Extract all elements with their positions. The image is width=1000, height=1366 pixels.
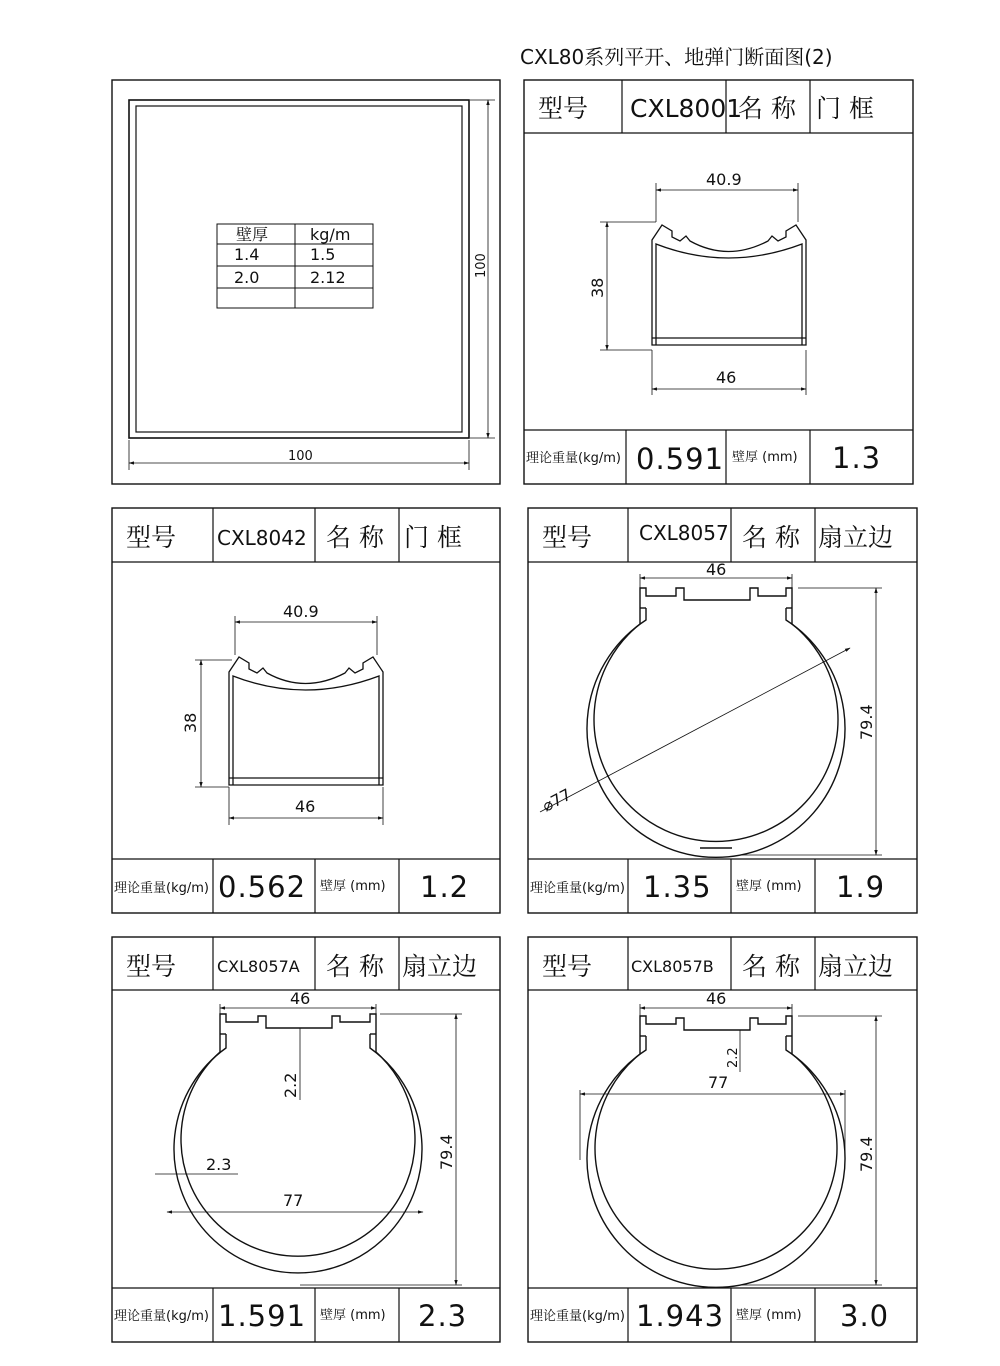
weight-label: 理论重量(kg/m) [526, 451, 621, 466]
weight-value: 0.562 [218, 870, 307, 904]
model-label: 型号 [542, 523, 593, 552]
dim-width: 77 [283, 1191, 304, 1210]
weight-value: 1.35 [643, 870, 712, 904]
table-cell: 2.0 [234, 268, 260, 287]
thickness-label: 壁厚 (mm) [736, 1308, 802, 1323]
name-value: 门 框 [816, 94, 874, 123]
dim-inner: 2.2 [281, 1072, 300, 1098]
dim-bottom: 46 [716, 368, 737, 387]
dim-top: 46 [290, 989, 311, 1008]
dim-wall: 2.3 [206, 1155, 232, 1174]
dim-height: 79.4 [857, 704, 876, 740]
table-cell: 1.5 [310, 245, 336, 264]
profile-cxl8057-drawing [587, 588, 845, 857]
dim-height: 79.4 [857, 1136, 876, 1172]
name-label: 名 称 [742, 952, 800, 981]
dim-bottom: 46 [295, 797, 316, 816]
thickness-value: 2.3 [418, 1299, 468, 1333]
weight-value: 0.591 [636, 442, 725, 476]
thickness-value: 1.2 [420, 870, 470, 904]
profile-cxl8001-drawing [652, 225, 806, 345]
model-code: CXL8057 [639, 521, 729, 545]
weight-label: 理论重量(kg/m) [114, 1309, 209, 1324]
model-code: CXL8042 [217, 526, 307, 550]
model-code: CXL8001 [630, 94, 743, 123]
thickness-value: 3.0 [840, 1299, 890, 1333]
panel-cxl8057 [528, 508, 917, 913]
dim-top: 40.9 [706, 170, 742, 189]
sheet-title: CXL80系列平开、地弹门断面图(2) [520, 45, 833, 69]
weight-value: 1.943 [636, 1299, 725, 1333]
name-value: 扇立边 [818, 523, 894, 552]
thickness-label: 壁厚 (mm) [320, 879, 386, 894]
weight-value: 1.591 [218, 1299, 307, 1333]
profile-cxl8057b-drawing [587, 1016, 845, 1287]
profile-cxl8057a-drawing [174, 1014, 422, 1273]
table-header-weight: kg/m [310, 225, 351, 244]
thickness-label: 壁厚 (mm) [736, 879, 802, 894]
dim-top: 46 [706, 560, 727, 579]
dim-height: 100 [474, 253, 489, 278]
panel-square-profile [112, 80, 500, 484]
table-cell: 2.12 [310, 268, 346, 287]
profile-cxl8042-drawing [229, 657, 383, 785]
thickness-label: 壁厚 (mm) [320, 1308, 386, 1323]
dim-top: 40.9 [283, 602, 319, 621]
name-value: 门 框 [404, 523, 462, 552]
dim-height: 38 [181, 712, 200, 733]
panel-cxl8042 [112, 508, 500, 913]
model-label: 型号 [542, 952, 593, 981]
table-header-thickness: 壁厚 [236, 225, 269, 244]
name-label: 名 称 [738, 94, 796, 123]
thickness-value: 1.3 [832, 441, 882, 475]
name-label: 名 称 [326, 952, 384, 981]
model-code: CXL8057A [217, 957, 300, 976]
name-value: 扇立边 [402, 952, 478, 981]
name-label: 名 称 [742, 523, 800, 552]
model-label: 型号 [126, 523, 177, 552]
panel-cxl8057b [528, 937, 917, 1342]
dim-inner: 2.2 [726, 1047, 741, 1068]
name-label: 名 称 [326, 523, 384, 552]
name-value: 扇立边 [818, 952, 894, 981]
model-label: 型号 [538, 94, 589, 123]
weight-label: 理论重量(kg/m) [114, 881, 209, 896]
panel-cxl8001 [524, 80, 913, 484]
dim-width: 100 [288, 449, 313, 464]
table-cell: 1.4 [234, 245, 260, 264]
dim-height: 79.4 [437, 1134, 456, 1170]
dim-height: 38 [588, 277, 607, 298]
weight-label: 理论重量(kg/m) [530, 1309, 625, 1324]
weight-label: 理论重量(kg/m) [530, 881, 625, 896]
model-code: CXL8057B [631, 957, 714, 976]
model-label: 型号 [126, 952, 177, 981]
dim-diameter: ⌀77 [538, 784, 575, 816]
thickness-value: 1.9 [836, 870, 886, 904]
thickness-weight-table [217, 224, 373, 308]
panel-cxl8057a [112, 937, 500, 1342]
dim-width: 77 [708, 1073, 729, 1092]
dim-top: 46 [706, 989, 727, 1008]
thickness-label: 壁厚 (mm) [732, 450, 798, 465]
